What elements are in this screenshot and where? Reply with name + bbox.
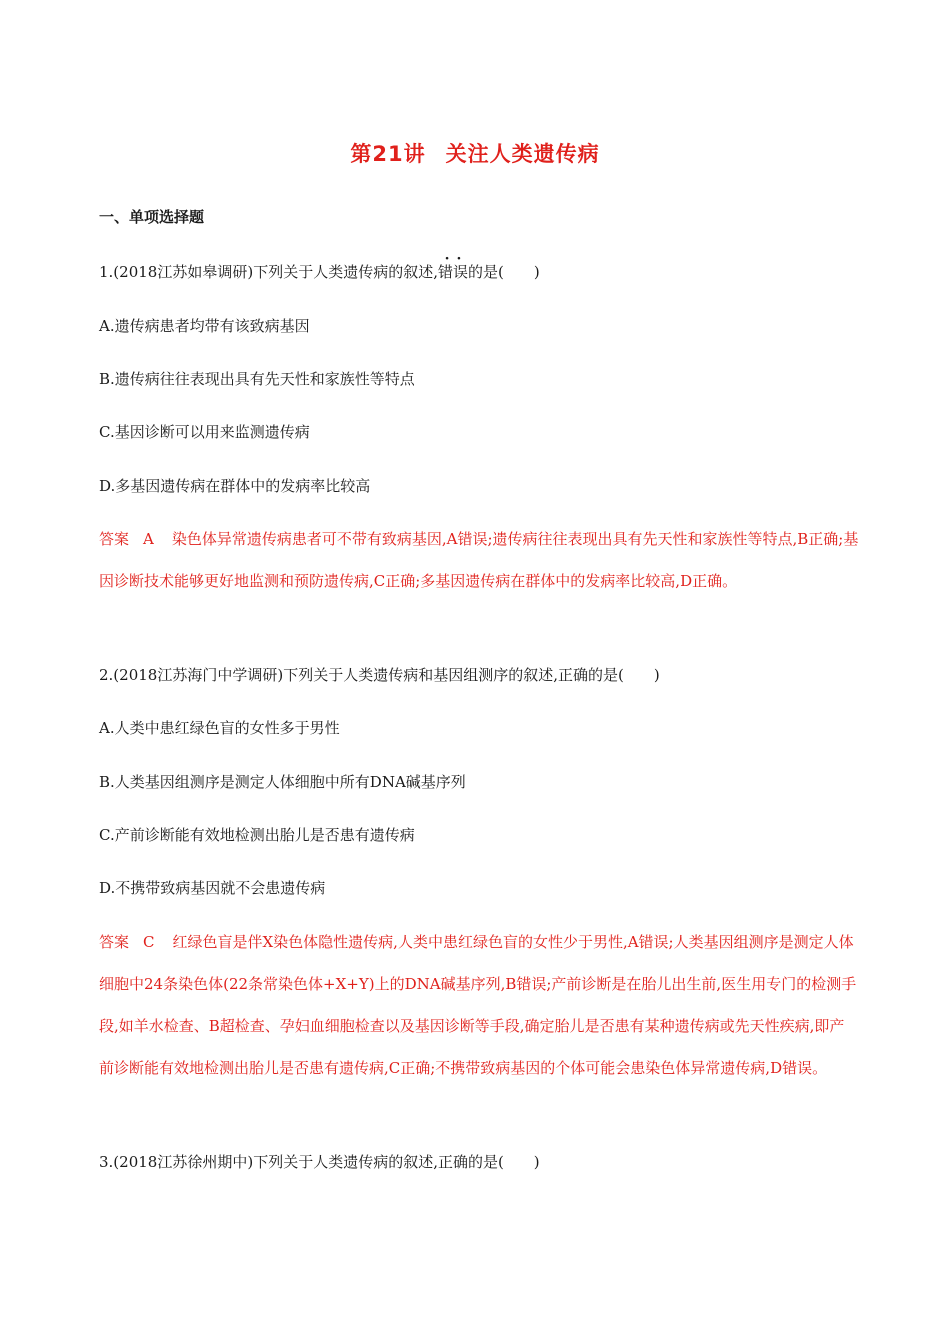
question-1-option-b: B.遗传病往往表现出具有先天性和家族性等特点	[99, 370, 415, 388]
question-2-option-d: D.不携带致病基因就不会患遗传病	[99, 879, 326, 897]
question-2-answer	[99, 921, 859, 1089]
question-1-option-c: C.基因诊断可以用来监测遗传病	[99, 423, 310, 441]
question-3-stem: 3.(2018江苏徐州期中)下列关于人类遗传病的叙述,正确的是( )	[99, 1153, 540, 1171]
lecture-topic: 关注人类遗传病	[445, 142, 600, 166]
answer-label: 答案	[99, 530, 130, 548]
answer-explanation: 红绿色盲是伴X染色体隐性遗传病,人类中患红绿色盲的女性少于男性,A错误;人类基因组测序是测定人体细胞中24条染色体(22条常染色体+X+Y)上的DNA碱基序列,B错误;产前诊断是在胎儿出生前,医生用专门的检测手段,如羊水检查、B超检查、孕妇血细胞检查以及基因诊断等手段,确定胎儿是否患有某种遗传病或先天性疾病,即产前诊断能有效地检测出胎儿是否患有遗传病,C正确;不携带致病基因的个体可能会患染色体异常遗传病,D错误。	[99, 933, 857, 1077]
question-1-answer	[99, 518, 859, 602]
answer-key: C	[143, 933, 155, 951]
page-title	[0, 138, 950, 168]
answer-explanation: 染色体异常遗传病患者可不带有致病基因,A错误;遗传病往往表现出具有先天性和家族性等特点,B正确;基因诊断技术能够更好地监测和预防遗传病,C正确;多基因遗传病在群体中的发病率比较高,D正确。	[99, 530, 859, 590]
emphasis-marked-text: · · 错误	[438, 262, 468, 282]
answer-label: 答案	[99, 933, 130, 951]
question-2-stem: 2.(2018江苏海门中学调研)下列关于人类遗传病和基因组测序的叙述,正确的是( )	[99, 666, 660, 684]
question-2-option-b: B.人类基因组测序是测定人体细胞中所有DNA碱基序列	[99, 773, 466, 791]
question-1-option-a: A.遗传病患者均带有该致病基因	[99, 317, 310, 335]
question-1-option-d: D.多基因遗传病在群体中的发病率比较高	[99, 477, 371, 495]
section-heading: 一、单项选择题	[99, 208, 205, 226]
question-2-option-a: A.人类中患红绿色盲的女性多于男性	[99, 719, 340, 737]
question-2-option-c: C.产前诊断能有效地检测出胎儿是否患有遗传病	[99, 826, 415, 844]
lecture-number: 第21讲	[350, 142, 426, 166]
answer-key: A	[143, 530, 154, 548]
question-1-stem: 1.(2018江苏如皋调研)下列关于人类遗传病的叙述,· · 错误的是( )	[99, 262, 540, 282]
